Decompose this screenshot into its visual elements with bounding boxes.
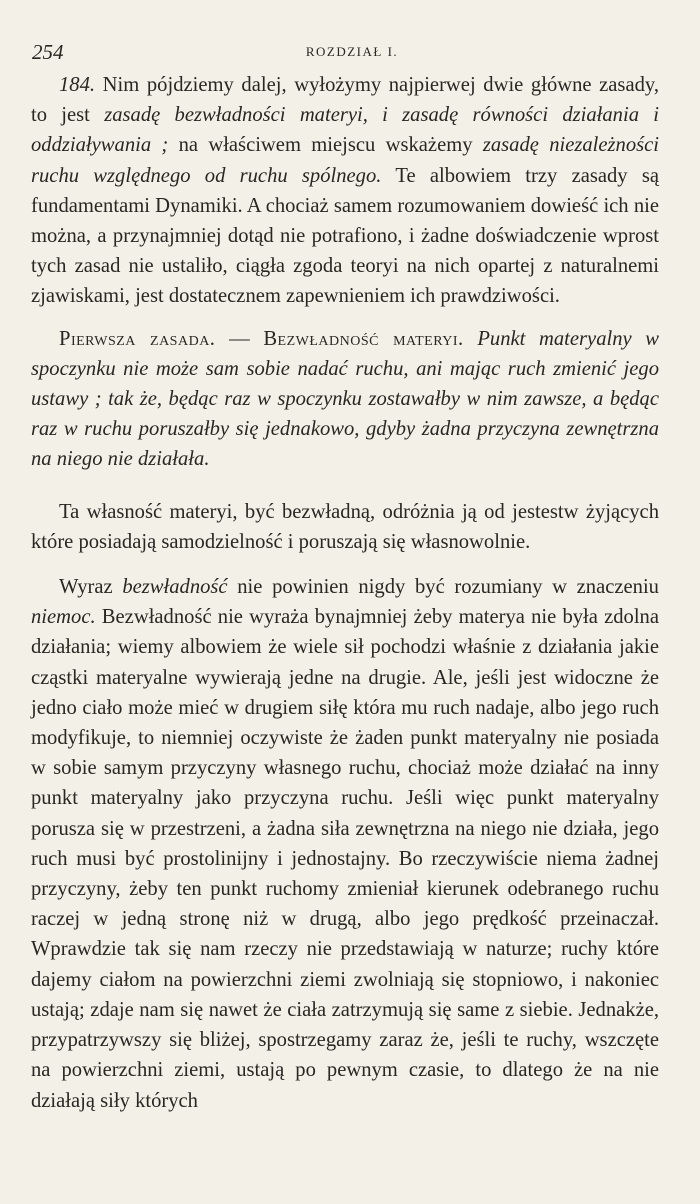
principle-name: Bezwładność materyi. [263, 327, 464, 350]
page-number: 254 [32, 40, 64, 64]
paragraph-184-italic-1: zasadę bezwładności materyi, i zasadę równości działania i oddziaływania ; [31, 104, 659, 157]
page-header [32, 40, 672, 70]
word-paragraph-italic-2: niemoc. [31, 606, 96, 629]
property-paragraph: Ta własność materyi, być bezwładną, odróżnia ją od jestestw żyjących które posiadają samodzielność i poruszają się własnowolnie. [31, 500, 659, 553]
word-paragraph-text-3: Bezwładność nie wyraża bynajmniej żeby materya nie była zdolna działania; wiemy albowiem że wiele sił pochodzi właśnie z działania jakie cząstki materyalne wywierają jedne na drugie. Ale, jeśli jest widoczne że jedno ciało może mieć w drugiem siłę która mu ruch nadaje, albo jego ruch modyfikuje, to niemniej oczywiste że żaden punkt materyalny nie posiada w sobie samym przyczyny własnego ruchu, chociaż może działać na inny punkt materyalny jako przyczyna ruchu. Jeśli więc punkt materyalny porusza się w przestrzeni, a żadna siła zewnętrzna na niego nie działa, jego ruch musi być prostolinijny i jednostajny. Bo rzeczywiście niema żadnej przyczyny, żeby ten punkt ruchomy zmieniał kierunek odebranego ruchu raczej w jedną stronę niż w drugą, albo jego prędkość przeinaczał. Wprawdzie tak się nam rzeczy nie przedstawiają w naturze; ruchy które dajemy ciałom na powierzchni ziemi zwolniają się stopniowo, i nakoniec ustają; zdaje nam się nawet że ciała zatrzymują się same z siebie. Jednakże, przypatrzywszy się bliżej, spostrzegamy zaraz że, jeśli te ruchy, wszczęte na powierzchni ziemi, ustają po pewnym czasie, to dlatego że na nie działają siły których [31, 606, 659, 1112]
body-text [31, 70, 659, 1116]
principle-dash: — [215, 327, 264, 350]
word-paragraph [31, 572, 659, 1116]
paragraph-184 [31, 70, 659, 312]
word-paragraph-text-1: Wyraz [59, 576, 123, 599]
word-paragraph-text-2: nie powinien nigdy być rozumiany w znaczeniu [227, 576, 659, 599]
section-number: 184. [59, 74, 96, 96]
running-head: ROZDZIAŁ I. [305, 44, 399, 59]
paragraph-184-text-1: Nim pójdziemy dalej, wyłożymy najpierwej dwie główne zasady, to jest [31, 74, 659, 127]
paragraph-184-italic-2: zasadę niezależności ruchu względnego od ruchu spólnego. [31, 134, 660, 187]
paragraph-184-text-3: Te albowiem trzy zasady są fundamentami Dynamiki. A chociaż samem rozumowaniem dowieść ich nie można, a przynajmniej dotąd nie potrafiono, i żadne doświadczenie wprost tych zasad nie ustaliło, ciągła zgoda teoryi na nich opartej z naturalnemi zjawiskami, jest dostatecznem zapewnieniem ich prawdziwości. [31, 164, 660, 308]
principle-label: Pierwsza zasada. [59, 327, 216, 350]
word-paragraph-italic-1: bezwładność [122, 576, 228, 599]
principle-statement: Punkt materyalny w spoczynku nie może sam sobie nadać ruchu, ani mając ruch zmienić jego ustawy ; tak że, będąc raz w spoczynku zostawałby w nim zawsze, a będąc raz w ruchu poruszałby się jednakowo, gdyby żadna przyczyna zewnętrzna na niego nie działała. [31, 327, 660, 471]
paragraph-184-text-2: na właściwem miejscu wskażemy [168, 134, 483, 157]
first-principle [31, 324, 659, 475]
